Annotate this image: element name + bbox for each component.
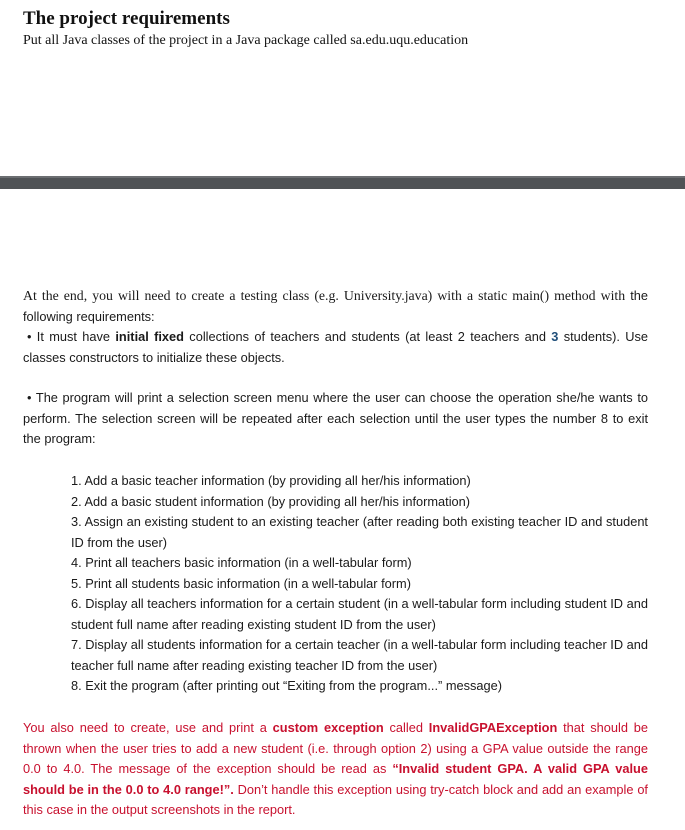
requirement-bullet-1 [23, 327, 648, 368]
section-divider [0, 176, 685, 189]
page-title: The project requirements [23, 8, 230, 29]
note-text-4: Don’t handle this exception using try-catch block and add an example of this case in the output screenshots in the report. [23, 781, 648, 817]
bullet-marker: • [27, 390, 32, 405]
list-item: 3. Assign an existing student to an existing teacher (after reading both existing teacher ID and student ID from the user) [71, 514, 648, 550]
list-item: 1. Add a basic teacher information (by providing all her/his information) [71, 473, 471, 488]
menu-options-list [71, 471, 648, 697]
note-text-2: called [383, 720, 429, 735]
bullet1-pre: It must have [31, 329, 116, 344]
bullet1-number: 3 [551, 329, 559, 344]
intro-paragraph [23, 286, 648, 327]
bullet1-post: students). Use classes constructors to initialize these objects. [23, 329, 648, 365]
list-item: 2. Add a basic student information (by providing all her/his information) [71, 493, 471, 509]
intro-text-a: At the end, you will need to create a testing class (e.g. University.java) with a static main() method with [23, 288, 626, 303]
bullet1-mid: collections of teachers and students (at least 2 teachers and [183, 329, 552, 344]
note-bold-3: “Invalid student GPA. A valid GPA value should be in the 0.0 to 4.0 range!”. [23, 761, 648, 797]
list-item: 4. Print all teachers basic information (in a well-tabular form) [71, 555, 412, 570]
note-bold-1: custom exception [272, 720, 384, 735]
exception-note [23, 718, 648, 821]
list-item: 8. Exit the program (after printing out “Exiting from the program...” message) [71, 678, 503, 693]
list-item: 5. Print all students basic information (in a well-tabular form) [71, 575, 411, 591]
list-item: 6. Display all teachers information for a certain student (in a well-tabular form including student ID and student full name after reading existing student ID from the user) [71, 596, 648, 632]
intro-text-b: the following requirements: [23, 288, 649, 324]
bullet1-bold: initial fixed [115, 329, 184, 344]
note-bold-2: InvalidGPAException [428, 720, 558, 735]
list-item: 7. Display all students information for a certain teacher (in a well-tabular form including teacher ID and teacher full name after reading existing teacher ID from the user) [71, 637, 648, 673]
page-subtitle: Put all Java classes of the project in a Java package called sa.edu.uqu.education [23, 33, 469, 48]
note-text-3: that should be thrown when the user tries to add a new student (i.e. through option 2) using a GPA value outside the range 0.0 to 4.0. The message of the exception should be read as [23, 720, 648, 776]
bullet-marker: • [27, 329, 32, 344]
bullet2-text: The program will print a selection screen menu where the user can choose the operation she/he wants to perform. The selection screen will be repeated after each selection until the user types the number 8 to exit the program: [23, 390, 648, 446]
note-text-1: You also need to create, use and print a [23, 720, 273, 735]
requirement-bullet-2 [23, 388, 648, 450]
